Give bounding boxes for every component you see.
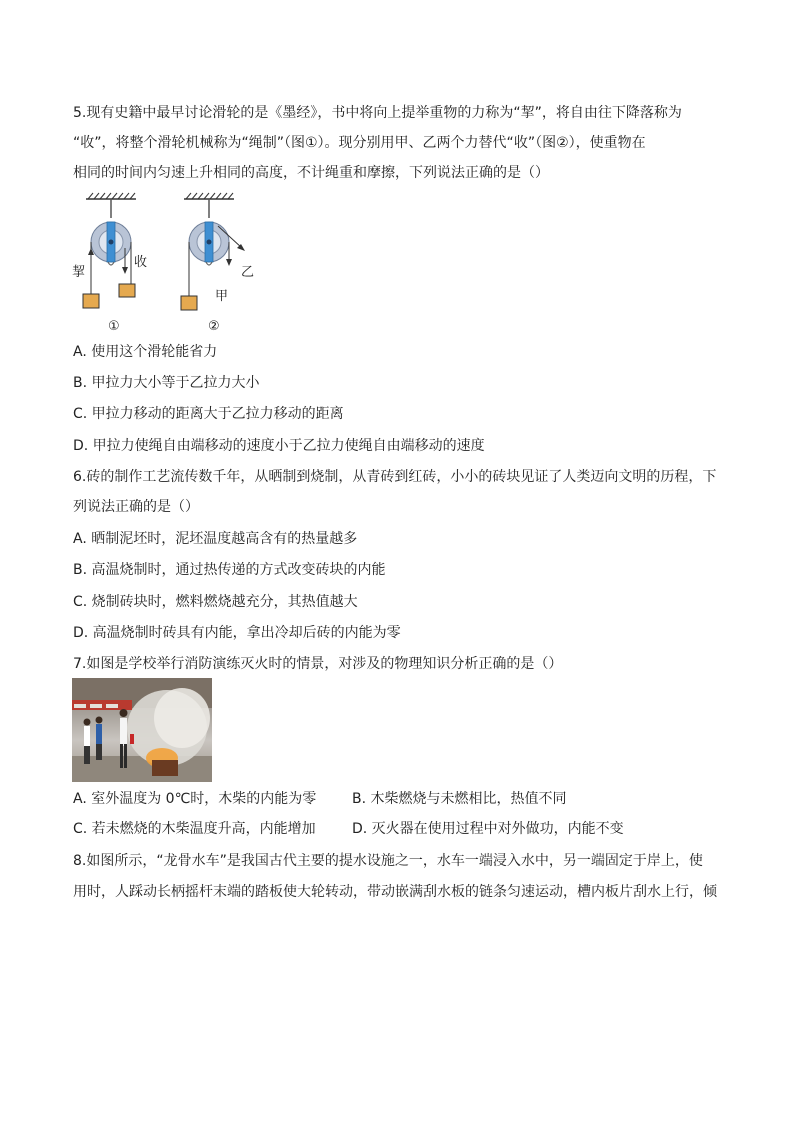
- caption-figure-2: ②: [208, 319, 220, 334]
- ceiling-2: [184, 193, 234, 218]
- arrow-down-icon: [122, 267, 128, 274]
- label-jia: 甲: [215, 289, 229, 304]
- label-shou: 收: [134, 255, 148, 270]
- q5-option-b: B. 甲拉力大小等于乙拉力大小: [73, 375, 260, 391]
- q7-option-d: D. 灭火器在使用过程中对外做功，内能不变: [352, 821, 624, 837]
- q7-option-b: B. 木柴燃烧与未燃相比，热值不同: [352, 791, 567, 807]
- pulley-2: [189, 222, 229, 265]
- q7-option-a: A. 室外温度为 0℃时，木柴的内能为零: [73, 791, 317, 807]
- q6-option-b: B. 高温烧制时，通过热传递的方式改变砖块的内能: [73, 562, 386, 578]
- label-yi: 乙: [241, 265, 255, 280]
- fire-drill-illustration: [72, 678, 212, 782]
- fire-drill-photo: [72, 678, 212, 782]
- pulley-figure: [70, 190, 270, 340]
- q7-line-1: 7.如图是学校举行消防演练灭火时的情景，对涉及的物理知识分析正确的是（）: [73, 656, 563, 672]
- q8-line-1: 8.如图所示，“龙骨水车”是我国古代主要的提水设施之一，水车一端浸入水中，另一端固定于岸上，使: [73, 853, 703, 869]
- q5-line-3: 相同的时间内匀速上升相同的高度，不计绳重和摩擦，下列说法正确的是（）: [73, 165, 549, 181]
- caption-figure-1: ①: [108, 319, 120, 334]
- q8-line-2: 用时，人踩动长柄摇杆末端的踏板使大轮转动，带动嵌满刮水板的链条匀速运动，槽内板片刮水上行，倾: [73, 884, 717, 900]
- q5-option-c: C. 甲拉力移动的距离大于乙拉力移动的距离: [73, 406, 344, 422]
- q5-option-d: D. 甲拉力使绳自由端移动的速度小于乙拉力使绳自由端移动的速度: [73, 438, 485, 454]
- arrow-down-icon: [226, 259, 232, 266]
- q5-line-1: 5.现有史籍中最早讨论滑轮的是《墨经》，书中将向上提举重物的力称为“挈”，将自由往下降落称为: [73, 105, 682, 121]
- weight-block: [83, 294, 99, 308]
- q5-line-2: “收”，将整个滑轮机械称为“绳制”（图①）。现分别用甲、乙两个力替代“收”（图②），使重物在: [73, 135, 646, 151]
- label-qie: 挈: [72, 265, 86, 280]
- weight-block: [181, 296, 197, 310]
- q6-option-a: A. 晒制泥坯时，泥坯温度越高含有的热量越多: [73, 531, 358, 547]
- q6-line-1: 6.砖的制作工艺流传数千年，从晒制到烧制，从青砖到红砖，小小的砖块见证了人类迈向文明的历程，下: [73, 469, 717, 485]
- ceiling-1: [86, 193, 136, 218]
- q7-option-c: C. 若未燃烧的木柴温度升高，内能增加: [73, 821, 316, 837]
- q6-option-c: C. 烧制砖块时，燃料燃烧越充分，其热值越大: [73, 594, 358, 610]
- weight-block: [119, 284, 135, 297]
- q6-line-2: 列说法正确的是（）: [73, 499, 199, 515]
- q5-option-a: A. 使用这个滑轮能省力: [73, 344, 218, 360]
- q6-option-d: D. 高温烧制时砖具有内能，拿出冷却后砖的内能为零: [73, 625, 401, 641]
